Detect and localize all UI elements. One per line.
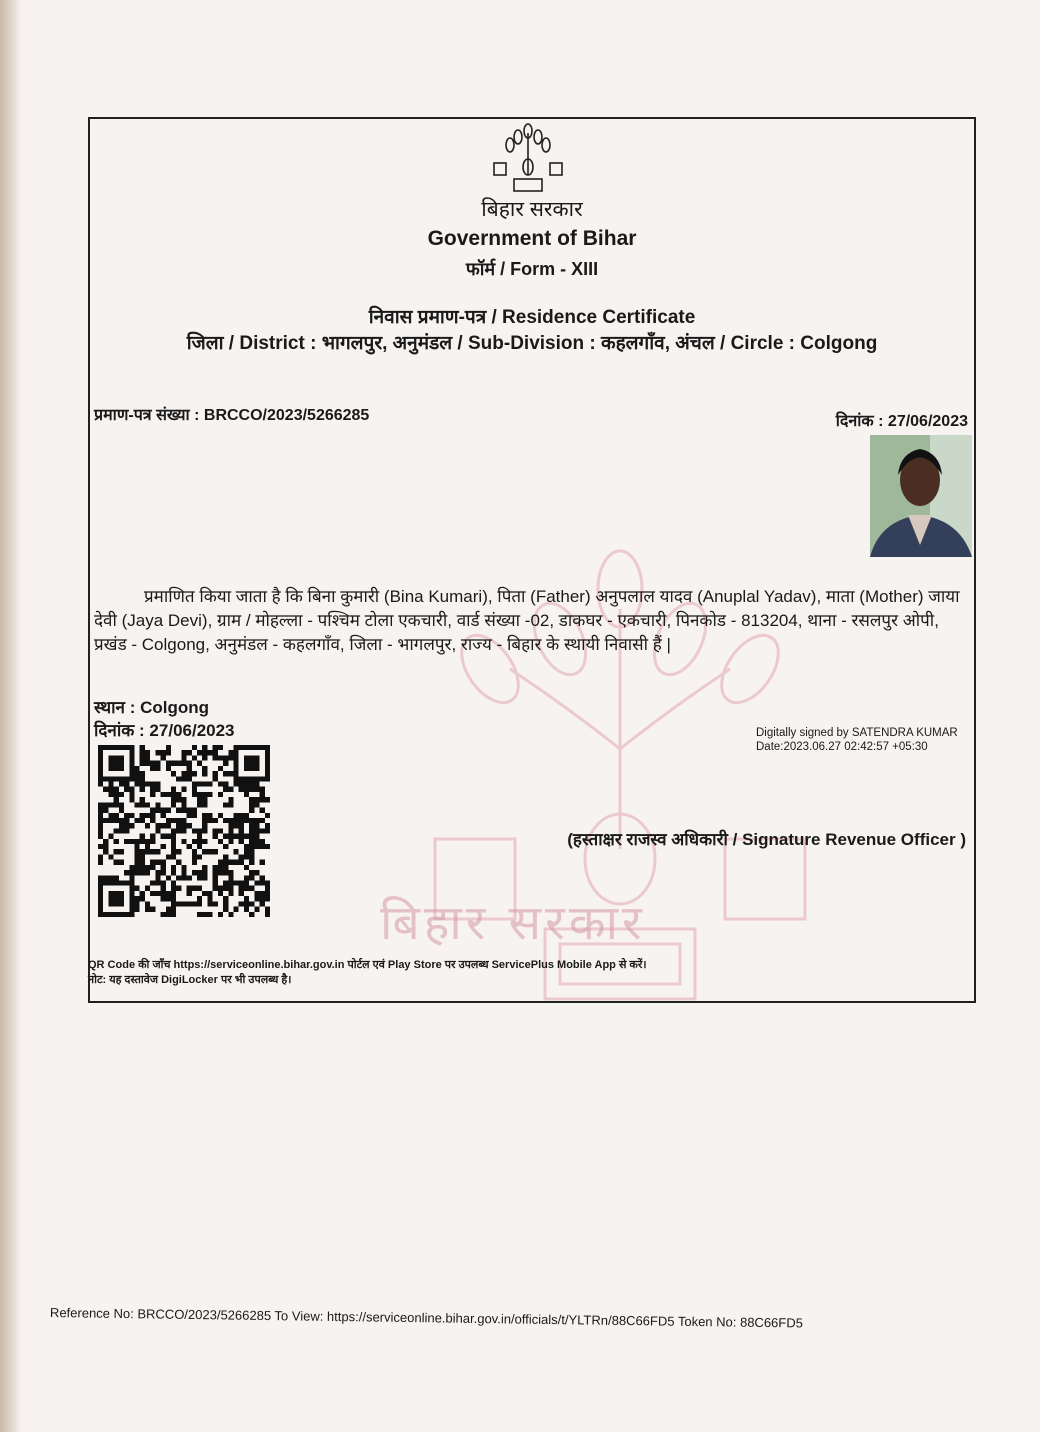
certificate-body-text: प्रमाणित किया जाता है कि बिना कुमारी (Bina Kumari), पिता (Father) अनुपलाल यादव (Anuplal Yadav), माता (Mother) जाया देवी (Jaya Devi), ग्राम / मोहल्ला - पश्चिम टोला एकचारी, वार्ड संख्या -02, डाकघर - एकचारी, पिनकोड - 813204, थाना - रसलपुर ओपी, प्रखंड - Colgong, अनुमंडल - कहलगाँव, जिला - भागलपुर, राज्य - बिहार के स्थायी निवासी हैं | (94, 587, 960, 654)
govt-hindi-title: बिहार सरकार (481, 198, 583, 221)
paper-edge (0, 0, 22, 1432)
issue-date: दिनांक : 27/06/2023 (94, 721, 235, 740)
place: स्थान : Colgong (94, 698, 210, 717)
certificate-date: दिनांक : 27/06/2023 (835, 413, 968, 430)
certificate-number: प्रमाण-पत्र संख्या : BRCCO/2023/5266285 (94, 407, 370, 424)
digital-signature-signer: Digitally signed by SATENDRA KUMAR (756, 727, 958, 739)
digilocker-note: नोट: यह दस्तावेज DigiLocker पर भी उपलब्ध है। (88, 974, 292, 986)
applicant-photo (870, 435, 972, 557)
form-number: फॉर्म / Form - XIII (465, 259, 599, 279)
qr-code (96, 745, 272, 917)
qr-verification-note: QR Code की जाँच https://serviceonline.bihar.gov.in पोर्टल एवं Play Store पर उपलब्ध ServicePlus Mobile App से करें। (88, 959, 647, 971)
govt-english-title: Government of Bihar (427, 227, 637, 250)
reference-line: Reference No: BRCCO/2023/5266285 To View: https://serviceonline.bihar.gov.in/officials/t/YLTRn/88C66FD5 Token No: 88C66FD5 (49, 1305, 804, 1331)
jurisdiction-line: जिला / District : भागलपुर, अनुमंडल / Sub-Division : कहलगाँव, अंचल / Circle : Colgong (186, 333, 878, 354)
signature-label: (हस्ताक्षर राजस्व अधिकारी / Signature Revenue Officer ) (567, 830, 966, 849)
certificate-title: निवास प्रमाण-पत्र / Residence Certificate (368, 307, 696, 328)
certificate-frame (88, 117, 976, 1003)
watermark-text: बिहार सरकार (380, 895, 646, 951)
digital-signature-date: Date:2023.06.27 02:42:57 +05:30 (756, 741, 928, 753)
digital-signature (756, 726, 958, 754)
bihar-emblem-logo (490, 123, 566, 193)
certificate-body (94, 585, 972, 657)
